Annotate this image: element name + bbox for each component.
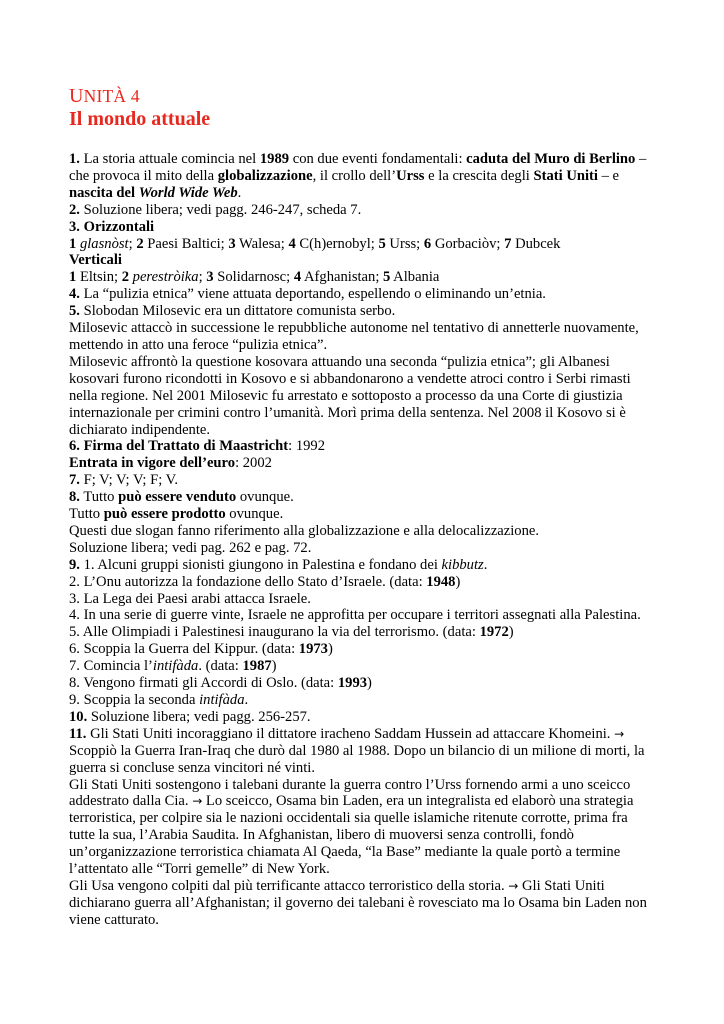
text-segment: 7. Comincia l’ [69,658,153,675]
text-segment: dichiarano guerra all’Afghanistan; il governo dei talebani è rovesciato ma lo Osama bin Laden non [69,894,647,911]
text-segment: Lo sceicco, Osama bin Laden, era un integralista ed elaborò una strategia [202,793,634,810]
text-line [69,405,659,422]
arrow-right-icon: → [192,794,203,809]
bold-text: può essere prodotto [103,506,226,523]
text-segment: . [237,184,242,201]
unit-label-rest: NITÀ 4 [83,86,140,106]
page-title: Il mondo attuale [69,108,211,130]
text-segment: Soluzione libera; vedi pag. 262 e pag. 72. [69,539,312,556]
text-segment: Gli Stati Uniti sostengono i talebani durante la guerra contro l’Urss fornendo armi a uno sceicco [69,776,631,793]
text-line [69,777,659,794]
bold-text: 1989 [259,151,290,167]
bold-text: caduta del Muro di Berlino [466,151,636,167]
text-segment: , il crollo dell’ [312,167,397,184]
text-segment: Soluzione libera; vedi pagg. 256-257. [87,708,311,725]
text-segment: F; V; V; V; F; V. [79,472,178,489]
bold-text: 5 [383,269,391,286]
bold-text: 4 [288,235,296,252]
text-line [69,591,659,608]
text-segment: ; [128,235,137,252]
text-line [69,151,659,168]
text-segment: C(h)ernobyl; [295,235,379,252]
arrow-right-icon: → [508,878,519,893]
italic-text: glasnòst [79,235,129,252]
text-segment: 8. Vengono firmati gli Accordi di Oslo. (data: [69,675,338,692]
text-line [69,557,659,574]
text-segment: Dubcek [511,235,561,252]
text-segment: ovunque. [225,506,284,523]
bold-text: 1 [69,235,77,252]
text-segment: e la crescita degli [424,167,534,184]
bold-text: 3 [228,235,236,252]
bold-text: Urss [396,167,425,184]
text-line [69,760,659,777]
text-segment: – e [597,167,620,184]
text-segment: addestrato dalla Cia. [69,793,193,810]
text-segment: viene catturato. [69,911,159,928]
text-segment: 1. Alcuni gruppi sionisti giungono in Palestina e fondano dei [79,556,442,573]
text-line [69,861,659,878]
text-line [69,726,659,743]
text-line [69,878,659,895]
text-line [69,489,659,506]
bold-text: 4. [69,286,80,303]
text-segment: La storia attuale comincia nel [79,151,260,167]
text-segment: Tutto [79,489,119,506]
italic-text: intifàda [199,692,245,708]
text-segment: Slobodan Milosevic era un dittatore comunista serbo. [79,303,396,320]
text-segment: mettendo in atto una feroce “pulizia etnica”. [69,336,328,353]
text-segment: – [635,151,647,167]
text-line [69,303,659,320]
bold-text: 1973 [298,641,328,658]
text-segment: Gli Stati Uniti incoraggiano il dittatore iracheno Saddam Hussein ad attaccare Khomeini. [86,725,615,742]
text-line [69,793,659,810]
text-segment: Soluzione libera; vedi pagg. 246-247, scheda 7. [79,201,362,218]
text-segment: Eltsin; [76,269,122,286]
text-segment: Gli Usa vengono colpiti dal più terrificante attacco terroristico della storia. [69,877,509,894]
italic-text: kibbutz [441,556,484,573]
bold-text: globalizzazione [217,167,313,184]
text-segment: che provoca il mito della [69,167,218,184]
text-segment: : 1992 [288,438,326,455]
text-line [69,236,659,253]
text-segment: Solidarnosc; [213,269,294,286]
text-segment: 6. Scoppia la Guerra del Kippur. (data: [69,641,299,658]
text-segment: 5. Alle Olimpiadi i Palestinesi inaugurano la via del terrorismo. (data: [69,624,480,641]
text-segment: nella regione. Nel 2001 Milosevic fu arrestato e sottoposto a processo da una Corte di giustizia [69,387,623,404]
text-line [69,337,659,354]
bold-text: 2 [121,269,129,286]
bold-text: Verticali [69,252,122,269]
text-segment: ) [271,658,277,675]
text-line [69,354,659,371]
text-segment: kosovari furono ricondotti in Kosovo e si abbandonarono a vendette atroci contro i Serbi rimasti [69,370,631,387]
bold-text: 5. [69,303,80,320]
text-line [69,624,659,641]
document-page [69,86,659,929]
text-line [69,388,659,405]
bold-text: 1 [69,269,77,286]
text-segment: 2. L’Onu autorizza la fondazione dello Stato d’Israele. (data: [69,573,427,590]
text-segment: La “pulizia etnica” viene attuata deportando, espellendo o eliminando un’etnia. [79,286,546,303]
text-line [69,658,659,675]
text-segment: ; [198,269,207,286]
text-line [69,540,659,557]
text-segment: Urss; [385,235,424,252]
text-segment: Milosevic affrontò la questione kosovara attuando una seconda “pulizia etnica”; gli Albanesi [69,353,610,370]
bold-text: 8. [69,489,80,506]
text-segment: Questi due slogan fanno riferimento alla globalizzazione e alla delocalizzazione. [69,522,540,539]
text-segment: ) [327,641,333,658]
bold-text: 7 [504,235,512,252]
text-segment: Scoppiò la Guerra Iran-Iraq che durò dal 1980 al 1988. Dopo un bilancio di un milione di morti, la [69,742,645,759]
answers-body [69,151,659,929]
text-segment: Tutto [69,506,104,523]
text-segment: Gorbaciòv; [431,235,505,252]
text-segment: ovunque. [236,489,294,506]
text-line [69,185,659,202]
text-line [69,371,659,388]
bold-text: 1972 [479,624,509,641]
text-segment: 9. Scoppia la seconda [69,692,200,708]
bold-text: 2. [69,201,80,218]
bold-italic-text: World Wide Web [138,184,238,201]
text-segment: 3. La Lega dei Paesi arabi attacca Israele. [69,590,311,607]
bold-text: 1. [69,151,80,167]
bold-text: nascita del [69,184,139,201]
text-line [69,286,659,303]
bold-text: 6 [423,235,432,252]
text-segment: internazionale per crimini contro l’umanità. Morì prima della sentenza. Nel 2008 il Kosovo si è [69,404,626,421]
text-line [69,219,659,236]
bold-text: 2 [136,235,144,252]
text-line [69,252,659,269]
text-line [69,743,659,760]
bold-text: 1987 [242,658,272,675]
text-segment: Albania [390,269,440,286]
unit-label [69,86,659,107]
bold-text: 1993 [337,675,368,692]
text-segment: ) [367,675,372,692]
bold-text: 7. [69,472,80,489]
text-line [69,202,659,219]
bold-text: Stati Uniti [533,167,598,184]
text-segment: ) [508,624,514,641]
text-line [69,168,659,185]
text-segment: . [244,692,249,708]
text-segment: Afghanistan; [301,269,384,286]
bold-text: 5 [378,235,386,252]
text-line [69,827,659,844]
text-segment: ) [455,573,461,590]
bold-text: 3 [206,269,214,286]
bold-text: può essere venduto [118,489,237,506]
text-line [69,574,659,591]
text-line [69,692,659,709]
unit-label-initial: U [69,85,84,107]
text-line [69,844,659,861]
text-segment: . [483,556,488,573]
text-line [69,506,659,523]
bold-text: 4 [293,269,302,286]
text-line [69,422,659,439]
text-line [69,269,659,286]
text-segment: con due eventi fondamentali: [289,151,467,167]
bold-text: 9. [69,556,80,573]
text-line [69,438,659,455]
italic-text: perestròika [132,269,199,286]
text-segment: un’organizzazione terroristica chiamata Al Qaeda, “la Base” mediante la quale portò a termine [69,844,621,861]
text-segment: dichiarato indipendente. [69,421,211,438]
text-line [69,912,659,929]
text-line [69,320,659,337]
text-segment: 4. In una serie di guerre vinte, Israele ne approfitta per occupare i territori assegnati alla Palestina. [69,607,641,624]
text-segment: Walesa; [235,235,289,252]
text-line [69,455,659,472]
text-segment: guerra si concluse senza vincitori né vinti. [69,759,315,776]
text-segment: . (data: [198,658,243,675]
italic-text: intifàda [152,658,199,675]
bold-text: 1948 [426,573,456,590]
text-segment: tutte la sua, l’Arabia Saudita. In Afghanistan, libero di muoversi senza controlli, fondò [69,827,574,844]
text-segment: l’attentato alle “Torri gemelle” di New York. [69,861,330,878]
bold-text: 6. Firma del Trattato di Maastricht [69,438,289,455]
text-line [69,641,659,658]
text-segment: Milosevic attaccò in successione le repubbliche autonome nel tentativo di annetterle nuovamente, [69,320,639,337]
text-line [69,675,659,692]
text-segment: : 2002 [235,455,272,472]
text-line [69,523,659,540]
bold-text: 3. Orizzontali [69,218,155,235]
bold-text: Entrata in vigore dell’euro [69,455,236,472]
bold-text: 11. [69,725,87,742]
text-line [69,810,659,827]
text-line [69,472,659,489]
text-line [69,895,659,912]
text-segment: Gli Stati Uniti [518,877,605,894]
text-line [69,607,659,624]
text-segment: Paesi Baltici; [143,235,229,252]
bold-text: 10. [69,708,88,725]
arrow-right-icon: → [614,726,625,741]
text-line [69,709,659,726]
text-segment: terroristica, per colpire sia le nazioni occidentali sia quelle islamiche ritenute corrotte, prima fra [69,810,628,827]
